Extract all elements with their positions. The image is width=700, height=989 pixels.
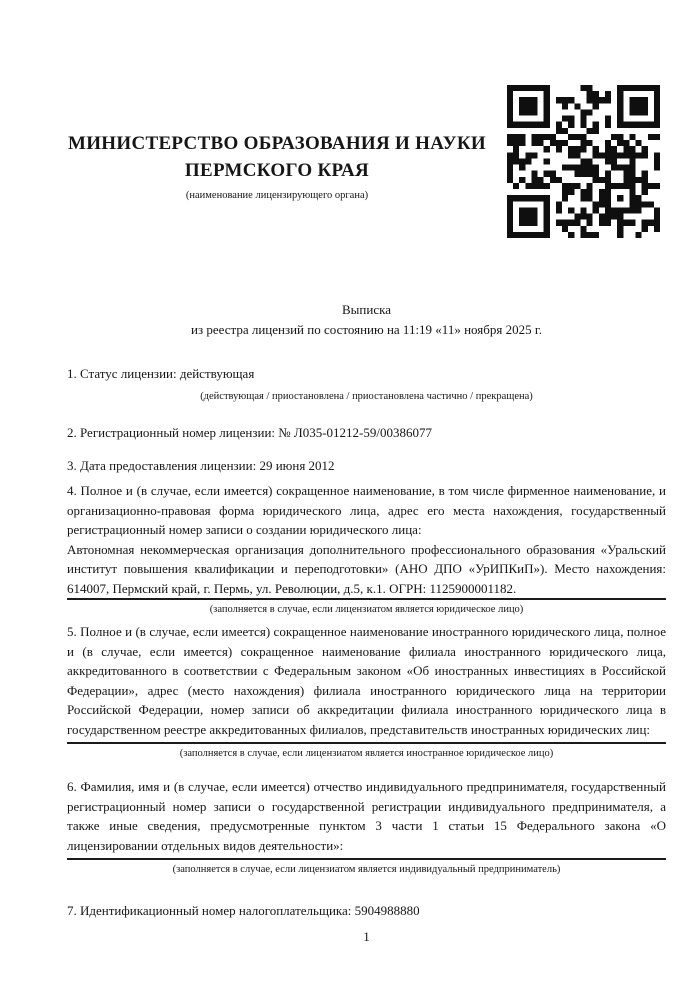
section-taxpayer-number — [67, 901, 666, 921]
document-header — [67, 130, 487, 202]
section-registration-number — [67, 423, 666, 443]
section-license-status — [67, 364, 666, 403]
licensing-authority-name: МИНИСТЕРСТВО ОБРАЗОВАНИЯ И НАУКИ ПЕРМСКОГО КРАЯ — [67, 133, 487, 181]
section-grant-date — [67, 456, 666, 476]
individual-entrepreneur-question: 6. Фамилия, имя и (в случае, если имеется) отчество индивидуального предпринимателя, государственный регистрационный номер записи о государственной регистрации индивидуального предпринимателя, а также иные сведения, предусмотренные пунктом 3 части 1 статьи 15 Федерального закона «О лицензировании отдельных видов деятельности»: — [67, 779, 666, 853]
section-individual-entrepreneur — [67, 777, 666, 876]
foreign-entity-answer-blank — [67, 739, 666, 744]
legal-entity-fill-caption: (заполняется в случае, если лицензиатом является юридическое лицо) — [209, 604, 524, 615]
legal-entity-answer: Автономная некоммерческая организация дополнительного профессионального образования «Уральский институт повышения квалификации и переподготовки» (АНО ДПО «УрИПКиП»). Место нахождения: 614007, Пермский край, г. Пермь, ул. Революции, д.5, к.1. ОГРН: 1125900001182. — [67, 540, 666, 601]
foreign-entity-fill-caption: (заполняется в случае, если лицензиатом является иностранное юридическое лицо) — [179, 748, 554, 759]
individual-entrepreneur-fill-caption: (заполняется в случае, если лицензиатом является индивидуальный предприниматель) — [172, 864, 561, 875]
document-title — [67, 300, 666, 339]
license-status-options-caption: (действующая / приостановлена / приостановлена частично / прекращена) — [200, 390, 533, 402]
section-foreign-entity — [67, 622, 666, 760]
licensing-authority-caption: (наименование лицензирующего органа) — [185, 190, 369, 201]
section-legal-entity — [67, 481, 666, 616]
individual-entrepreneur-answer-blank — [67, 855, 666, 860]
registration-number-text: 2. Регистрационный номер лицензии: № Л035-01212-59/00386077 — [67, 425, 433, 440]
license-status-text: 1. Статус лицензии: действующая — [67, 366, 255, 381]
page-number: 1 — [363, 929, 370, 944]
taxpayer-number-text: 7. Идентификационный номер налогоплательщика: 5904988880 — [67, 903, 420, 918]
foreign-entity-question: 5. Полное и (в случае, если имеется) сокращенное наименование иностранного юридического лица, полное и (в случае, если имеется) сокращенное наименование филиала иностранного юридического лица, аккредитованного в соответствии с Федеральным законом «Об иностранных инвестициях в Российской Федерации», адрес (место нахождения) филиала иностранного юридического лица на территории Российской Федерации, номер записи об аккредитации филиала иностранного юридического лица в государственном реестре аккредитованных филиалов, представительств иностранных юридических лиц: — [67, 624, 666, 737]
legal-entity-question: 4. Полное и (в случае, если имеется) сокращенное наименование, в том числе фирменное наименование, и организационно-правовая форма юридического лица, адрес его места нахождения, государственный регистрационный номер записи о создании юридического лица: — [67, 483, 666, 537]
title-subheading: из реестра лицензий по состоянию на 11:19 «11» ноября 2025 г. — [191, 321, 542, 337]
title-heading: Выписка — [342, 302, 391, 317]
grant-date-text: 3. Дата предоставления лицензии: 29 июня 2012 — [67, 458, 335, 473]
qr-code-icon — [507, 85, 660, 238]
